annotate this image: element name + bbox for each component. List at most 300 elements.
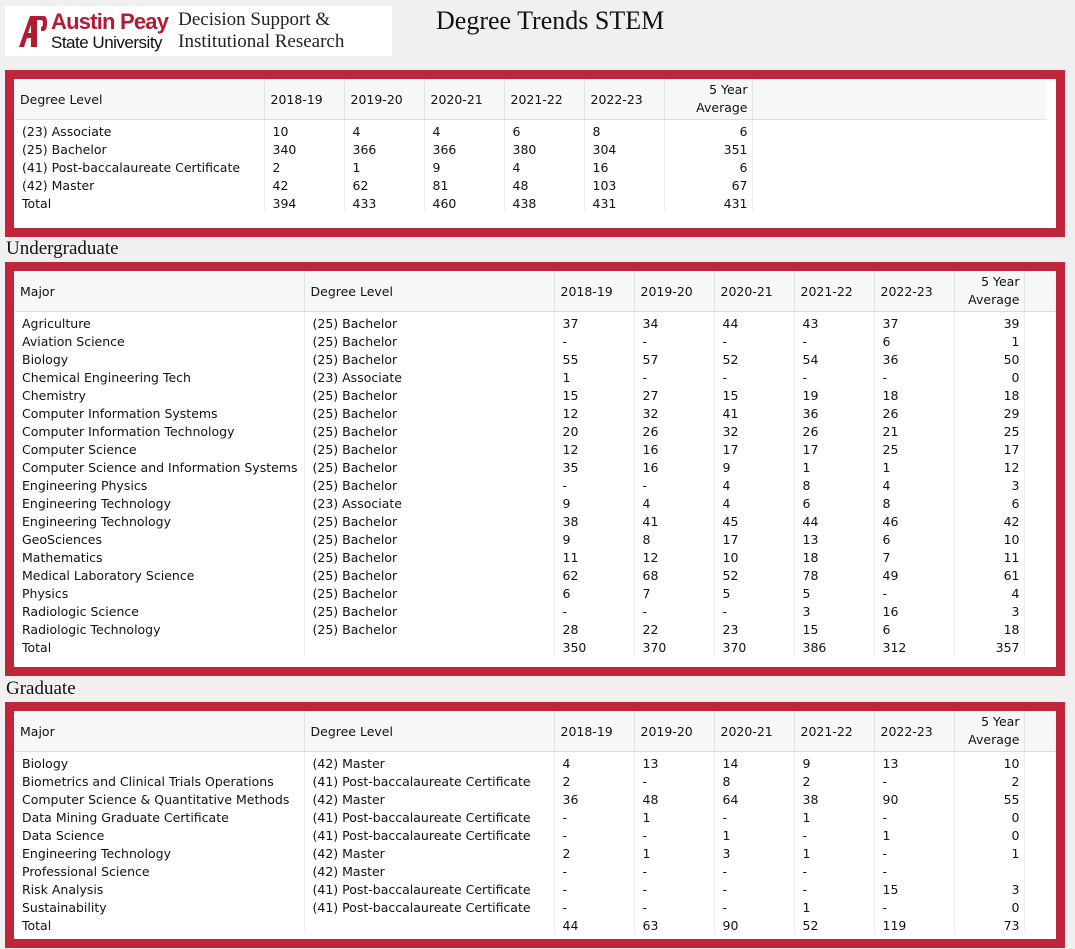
undergraduate-col-year: 2020-21 — [714, 271, 794, 312]
summary-col-filler — [752, 79, 1046, 120]
table-cell: (41) Post-baccalaureate Certificate — [14, 158, 264, 176]
apsu-logo-icon — [17, 14, 47, 48]
table-cell: 5 — [714, 584, 794, 602]
table-cell: (42) Master — [304, 790, 554, 808]
table-cell: Risk Analysis — [14, 880, 304, 898]
table-cell: 50 — [954, 350, 1024, 368]
graduate-col-filler — [1024, 711, 1056, 752]
table-cell: - — [794, 862, 874, 880]
table-cell: - — [714, 898, 794, 916]
graduate-title: Graduate — [6, 678, 76, 699]
table-cell: 49 — [874, 566, 954, 584]
table-row — [14, 898, 1056, 916]
undergraduate-col-major: Major — [14, 271, 304, 312]
table-cell: 22 — [634, 620, 714, 638]
table-cell: 17 — [714, 440, 794, 458]
filler-cell — [1024, 620, 1056, 638]
table-cell: 3 — [714, 844, 794, 862]
table-cell: 14 — [714, 752, 794, 773]
table-cell: - — [714, 862, 794, 880]
table-cell: 386 — [794, 638, 874, 656]
filler-cell — [1024, 368, 1056, 386]
table-cell: 15 — [874, 880, 954, 898]
table-cell: 13 — [794, 530, 874, 548]
table-cell: 431 — [664, 194, 752, 212]
table-cell: 17 — [794, 440, 874, 458]
table-cell: 5 — [794, 584, 874, 602]
table-cell: Sustainability — [14, 898, 304, 916]
table-cell: 1 — [954, 844, 1024, 862]
table-cell: Radiologic Science — [14, 602, 304, 620]
department-name-line1: Decision Support & — [178, 9, 331, 30]
table-cell: (41) Post-baccalaureate Certificate — [304, 772, 554, 790]
table-cell: 351 — [664, 140, 752, 158]
table-cell: 1 — [874, 826, 954, 844]
table-cell: Professional Science — [14, 862, 304, 880]
table-cell: Agriculture — [14, 312, 304, 333]
table-cell: 6 — [874, 620, 954, 638]
summary-col-year: 2019-20 — [344, 79, 424, 120]
table-cell: 6 — [794, 494, 874, 512]
table-cell: - — [794, 368, 874, 386]
table-cell: 1 — [344, 158, 424, 176]
table-cell: 4 — [634, 494, 714, 512]
table-row — [14, 826, 1056, 844]
undergraduate-col-year: 2019-20 — [634, 271, 714, 312]
table-cell: 46 — [874, 512, 954, 530]
graduate-table — [14, 711, 1056, 934]
table-row — [14, 512, 1056, 530]
table-cell: 1 — [634, 844, 714, 862]
table-cell: 2 — [554, 844, 634, 862]
total-row — [14, 194, 1046, 212]
table-cell: 55 — [554, 350, 634, 368]
summary-panel — [5, 70, 1065, 237]
table-cell: (25) Bachelor — [304, 602, 554, 620]
table-row — [14, 404, 1056, 422]
table-cell: 16 — [874, 602, 954, 620]
table-row — [14, 880, 1056, 898]
table-cell: 90 — [714, 916, 794, 934]
undergraduate-col-year: 2022-23 — [874, 271, 954, 312]
table-row — [14, 476, 1056, 494]
undergraduate-panel — [5, 262, 1065, 676]
table-cell: - — [874, 898, 954, 916]
table-cell: 431 — [584, 194, 664, 212]
table-cell: 3 — [954, 476, 1024, 494]
undergraduate-col-year: 2021-22 — [794, 271, 874, 312]
table-cell: 6 — [554, 584, 634, 602]
department-name — [178, 9, 344, 53]
filler-cell — [1024, 530, 1056, 548]
table-cell: 4 — [424, 120, 504, 141]
table-row — [14, 602, 1056, 620]
table-cell: (23) Associate — [304, 368, 554, 386]
table-cell: 1 — [954, 332, 1024, 350]
table-cell: 64 — [714, 790, 794, 808]
table-cell: 7 — [634, 584, 714, 602]
table-cell: - — [554, 476, 634, 494]
table-cell: 55 — [954, 790, 1024, 808]
table-cell: Computer Information Systems — [14, 404, 304, 422]
table-cell: 6 — [874, 332, 954, 350]
table-cell: 11 — [954, 548, 1024, 566]
table-row — [14, 772, 1056, 790]
graduate-col-year: 2019-20 — [634, 711, 714, 752]
table-cell: 1 — [634, 808, 714, 826]
table-row — [14, 422, 1056, 440]
table-cell: 6 — [504, 120, 584, 141]
table-cell: 62 — [344, 176, 424, 194]
undergraduate-header-row — [14, 271, 1056, 312]
filler-cell — [1024, 880, 1056, 898]
table-cell: (25) Bachelor — [14, 140, 264, 158]
table-row — [14, 494, 1056, 512]
table-cell: 350 — [554, 638, 634, 656]
table-cell: 68 — [634, 566, 714, 584]
table-cell: (25) Bachelor — [304, 386, 554, 404]
table-cell: 2 — [794, 772, 874, 790]
table-cell: 8 — [634, 530, 714, 548]
table-cell: 9 — [714, 458, 794, 476]
table-row — [14, 530, 1056, 548]
filler-cell — [1024, 826, 1056, 844]
undergraduate-title: Undergraduate — [6, 238, 119, 259]
table-cell: 8 — [794, 476, 874, 494]
table-cell: 43 — [794, 312, 874, 333]
graduate-header-row — [14, 711, 1056, 752]
table-cell: 370 — [634, 638, 714, 656]
table-cell: 9 — [424, 158, 504, 176]
table-cell: Biology — [14, 752, 304, 773]
table-cell: 62 — [554, 566, 634, 584]
table-cell: 27 — [634, 386, 714, 404]
filler-cell — [1024, 386, 1056, 404]
table-cell: - — [634, 332, 714, 350]
table-row — [14, 620, 1056, 638]
summary-col-average: 5 Year Average — [664, 79, 752, 120]
table-cell: 366 — [424, 140, 504, 158]
table-cell: GeoSciences — [14, 530, 304, 548]
table-cell: 44 — [794, 512, 874, 530]
table-row — [14, 862, 1056, 880]
table-cell: 4 — [714, 494, 794, 512]
filler-cell — [1024, 312, 1056, 333]
table-cell: - — [874, 808, 954, 826]
table-cell: 7 — [874, 548, 954, 566]
table-cell: 433 — [344, 194, 424, 212]
university-name-line2: State University — [51, 33, 163, 52]
university-name-line1: Austin Peay — [51, 9, 169, 34]
filler-cell — [1024, 494, 1056, 512]
table-cell: (23) Associate — [304, 494, 554, 512]
table-cell: 26 — [634, 422, 714, 440]
table-cell: - — [554, 898, 634, 916]
table-cell: 357 — [954, 638, 1024, 656]
table-cell: 23 — [714, 620, 794, 638]
table-cell: 4 — [504, 158, 584, 176]
table-cell: (42) Master — [14, 176, 264, 194]
table-cell: 366 — [344, 140, 424, 158]
filler-cell — [1024, 862, 1056, 880]
table-cell: 26 — [874, 404, 954, 422]
filler-cell — [1024, 476, 1056, 494]
table-cell: 12 — [554, 404, 634, 422]
table-row — [14, 120, 1046, 141]
table-cell: 304 — [584, 140, 664, 158]
table-cell: (25) Bachelor — [304, 584, 554, 602]
table-cell: Chemical Engineering Tech — [14, 368, 304, 386]
table-cell: 37 — [554, 312, 634, 333]
table-cell: 11 — [554, 548, 634, 566]
table-cell: 1 — [874, 458, 954, 476]
table-cell: 18 — [874, 386, 954, 404]
table-row — [14, 312, 1056, 333]
table-cell: (41) Post-baccalaureate Certificate — [304, 808, 554, 826]
table-cell: (25) Bachelor — [304, 566, 554, 584]
table-cell: 21 — [874, 422, 954, 440]
table-cell: - — [554, 880, 634, 898]
filler-cell — [752, 194, 1046, 212]
total-row — [14, 916, 1056, 934]
table-cell: 73 — [954, 916, 1024, 934]
table-cell: 44 — [554, 916, 634, 934]
table-cell: 34 — [634, 312, 714, 333]
table-cell: - — [874, 772, 954, 790]
table-cell: - — [794, 826, 874, 844]
table-cell: (25) Bachelor — [304, 440, 554, 458]
table-cell: Total — [14, 194, 264, 212]
university-name — [51, 11, 168, 51]
filler-cell — [1024, 602, 1056, 620]
table-cell: - — [554, 602, 634, 620]
table-cell: 25 — [954, 422, 1024, 440]
table-cell: 6 — [664, 158, 752, 176]
table-cell: (25) Bachelor — [304, 350, 554, 368]
table-cell: 29 — [954, 404, 1024, 422]
table-row — [14, 158, 1046, 176]
filler-cell — [1024, 808, 1056, 826]
table-cell: (25) Bachelor — [304, 512, 554, 530]
filler-cell — [1024, 584, 1056, 602]
filler-cell — [1024, 844, 1056, 862]
summary-col-year: 2021-22 — [504, 79, 584, 120]
filler-cell — [752, 176, 1046, 194]
table-cell: Biometrics and Clinical Trials Operations — [14, 772, 304, 790]
table-cell: 6 — [664, 120, 752, 141]
table-cell: Physics — [14, 584, 304, 602]
filler-cell — [1024, 332, 1056, 350]
table-cell: - — [634, 826, 714, 844]
summary-header-row — [14, 79, 1046, 120]
filler-cell — [1024, 638, 1056, 656]
table-cell: Radiologic Technology — [14, 620, 304, 638]
table-row — [14, 584, 1056, 602]
filler-cell — [752, 120, 1046, 141]
table-cell: (42) Master — [304, 862, 554, 880]
filler-cell — [1024, 566, 1056, 584]
page-title: Degree Trends STEM — [436, 6, 665, 35]
table-cell: (41) Post-baccalaureate Certificate — [304, 880, 554, 898]
table-cell: 20 — [554, 422, 634, 440]
table-cell: - — [634, 602, 714, 620]
table-cell: 19 — [794, 386, 874, 404]
table-cell — [954, 862, 1024, 880]
summary-col-year: 2022-23 — [584, 79, 664, 120]
table-cell: 340 — [264, 140, 344, 158]
table-cell: (25) Bachelor — [304, 476, 554, 494]
filler-cell — [752, 158, 1046, 176]
table-cell: 18 — [794, 548, 874, 566]
table-cell: (23) Associate — [14, 120, 264, 141]
table-cell: 6 — [954, 494, 1024, 512]
table-cell: 8 — [714, 772, 794, 790]
table-cell: 39 — [954, 312, 1024, 333]
table-cell: 44 — [714, 312, 794, 333]
table-cell: 42 — [954, 512, 1024, 530]
undergraduate-col-filler — [1024, 271, 1056, 312]
undergraduate-col-average: 5 Year Average — [954, 271, 1024, 312]
table-cell: - — [714, 332, 794, 350]
table-cell: - — [634, 476, 714, 494]
table-cell: 10 — [714, 548, 794, 566]
table-cell: - — [714, 368, 794, 386]
filler-cell — [1024, 790, 1056, 808]
table-cell: 67 — [664, 176, 752, 194]
table-row — [14, 752, 1056, 773]
table-cell: 1 — [794, 458, 874, 476]
undergraduate-body — [14, 312, 1056, 657]
table-cell: 312 — [874, 638, 954, 656]
table-row — [14, 790, 1056, 808]
table-cell: 18 — [954, 386, 1024, 404]
table-cell: 15 — [714, 386, 794, 404]
table-cell: 36 — [794, 404, 874, 422]
table-cell: 16 — [634, 440, 714, 458]
table-cell: - — [874, 844, 954, 862]
table-row — [14, 176, 1046, 194]
table-cell: 4 — [714, 476, 794, 494]
table-cell: Total — [14, 916, 304, 934]
graduate-col-year: 2021-22 — [794, 711, 874, 752]
table-cell: Engineering Technology — [14, 494, 304, 512]
table-cell: 438 — [504, 194, 584, 212]
table-cell: 2 — [264, 158, 344, 176]
table-cell: 8 — [874, 494, 954, 512]
table-cell: 13 — [634, 752, 714, 773]
table-cell: 81 — [424, 176, 504, 194]
table-cell: 52 — [714, 350, 794, 368]
graduate-body — [14, 752, 1056, 935]
summary-col-year: 2020-21 — [424, 79, 504, 120]
table-cell: 36 — [554, 790, 634, 808]
table-cell: 28 — [554, 620, 634, 638]
table-cell: Engineering Technology — [14, 512, 304, 530]
table-row — [14, 440, 1056, 458]
table-row — [14, 350, 1056, 368]
table-cell: Computer Science and Information Systems — [14, 458, 304, 476]
table-cell: (25) Bachelor — [304, 530, 554, 548]
table-cell: 9 — [554, 494, 634, 512]
table-cell: - — [874, 368, 954, 386]
table-cell: 38 — [794, 790, 874, 808]
graduate-col-degree-level: Degree Level — [304, 711, 554, 752]
table-cell: 4 — [954, 584, 1024, 602]
table-cell: Data Mining Graduate Certificate — [14, 808, 304, 826]
table-cell: - — [714, 602, 794, 620]
table-cell: 57 — [634, 350, 714, 368]
table-row — [14, 332, 1056, 350]
table-row — [14, 566, 1056, 584]
table-cell: 9 — [554, 530, 634, 548]
table-cell: 48 — [504, 176, 584, 194]
table-cell: 32 — [634, 404, 714, 422]
table-cell: - — [794, 880, 874, 898]
summary-table — [14, 79, 1046, 212]
table-cell — [304, 638, 554, 656]
table-cell: 370 — [714, 638, 794, 656]
table-cell: - — [634, 368, 714, 386]
summary-col-year: 2018-19 — [264, 79, 344, 120]
table-cell: Engineering Physics — [14, 476, 304, 494]
table-cell: 119 — [874, 916, 954, 934]
table-cell: Computer Science — [14, 440, 304, 458]
table-cell: 32 — [714, 422, 794, 440]
table-cell: (25) Bachelor — [304, 312, 554, 333]
table-row — [14, 368, 1056, 386]
table-cell: 10 — [954, 752, 1024, 773]
table-cell: 9 — [794, 752, 874, 773]
table-cell: - — [554, 862, 634, 880]
table-row — [14, 808, 1056, 826]
table-cell: (25) Bachelor — [304, 620, 554, 638]
table-cell: 380 — [504, 140, 584, 158]
table-cell: 1 — [794, 808, 874, 826]
table-cell: Mathematics — [14, 548, 304, 566]
table-cell: 12 — [954, 458, 1024, 476]
filler-cell — [1024, 898, 1056, 916]
table-cell: - — [554, 826, 634, 844]
table-cell: - — [714, 808, 794, 826]
filler-cell — [1024, 548, 1056, 566]
table-cell: - — [714, 880, 794, 898]
filler-cell — [1024, 916, 1056, 934]
table-cell: 0 — [954, 826, 1024, 844]
table-cell: 12 — [554, 440, 634, 458]
table-cell: (25) Bachelor — [304, 458, 554, 476]
table-row — [14, 140, 1046, 158]
table-cell: 460 — [424, 194, 504, 212]
graduate-col-major: Major — [14, 711, 304, 752]
logo-banner — [5, 6, 392, 56]
table-cell: 42 — [264, 176, 344, 194]
table-cell: 1 — [554, 368, 634, 386]
table-cell: Data Science — [14, 826, 304, 844]
table-cell: Medical Laboratory Science — [14, 566, 304, 584]
table-cell: 103 — [584, 176, 664, 194]
table-cell: - — [874, 862, 954, 880]
table-cell: 15 — [554, 386, 634, 404]
table-cell: 48 — [634, 790, 714, 808]
table-cell: 38 — [554, 512, 634, 530]
table-cell: Computer Science & Quantitative Methods — [14, 790, 304, 808]
table-cell: 8 — [584, 120, 664, 141]
table-cell: - — [874, 584, 954, 602]
table-cell: Engineering Technology — [14, 844, 304, 862]
filler-cell — [1024, 512, 1056, 530]
table-row — [14, 548, 1056, 566]
table-row — [14, 458, 1056, 476]
